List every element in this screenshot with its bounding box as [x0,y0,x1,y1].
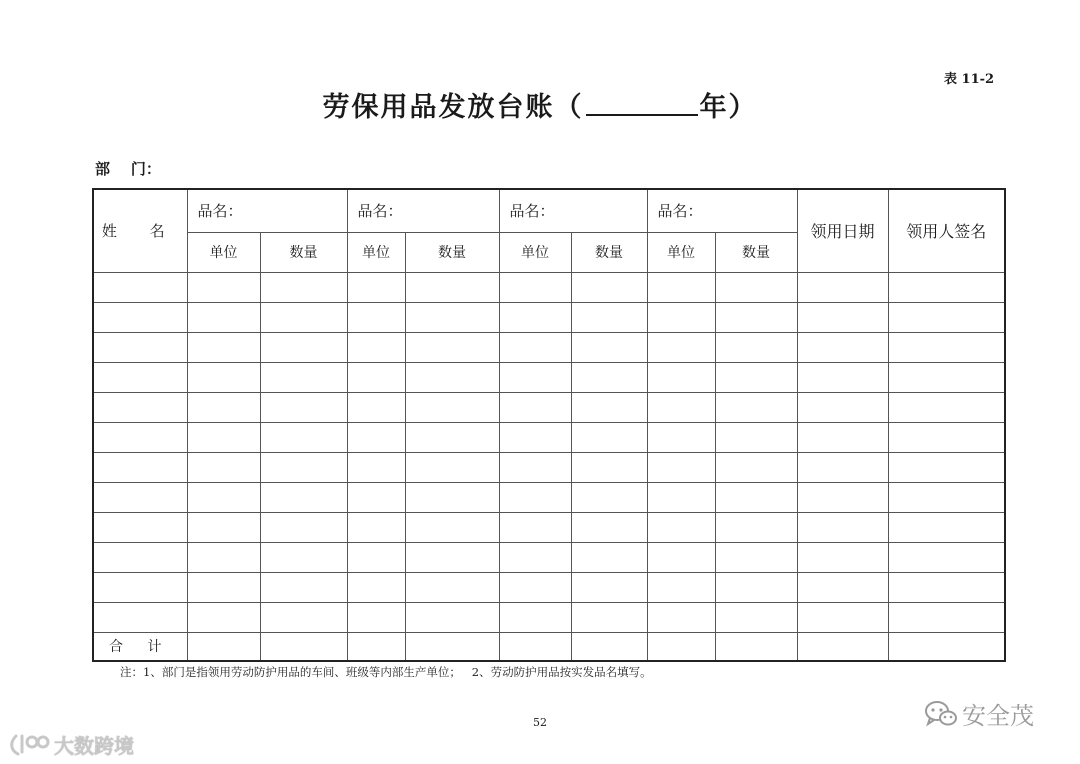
table-cell[interactable] [571,302,647,332]
table-cell[interactable] [888,272,1005,302]
page-number: 52 [533,716,547,729]
watermark-left-text: 大数跨境 [54,734,134,758]
table-cell[interactable] [405,272,499,302]
table-cell[interactable] [647,392,715,422]
table-cell[interactable] [647,482,715,512]
table-cell[interactable] [715,422,797,452]
table-cell[interactable] [888,632,1005,661]
table-cell[interactable] [715,392,797,422]
table-cell[interactable] [260,422,347,452]
table-cell[interactable] [797,572,888,602]
table-cell[interactable] [797,632,888,661]
table-cell[interactable] [347,602,405,632]
table-cell[interactable] [797,482,888,512]
table-cell[interactable] [405,302,499,332]
table-cell[interactable] [647,602,715,632]
table-cell[interactable] [571,452,647,482]
table-row [93,602,1005,632]
watermark-right-text: 安全茂 [962,702,1034,730]
table-cell[interactable] [405,512,499,542]
table-cell[interactable] [797,332,888,362]
table-cell[interactable] [187,632,260,661]
table-cell[interactable] [571,512,647,542]
table-cell[interactable] [499,602,571,632]
year-blank [586,88,698,116]
table-cell[interactable] [797,422,888,452]
signature-header: 领用人签名 [888,189,1005,272]
table-cell[interactable] [888,452,1005,482]
table-cell[interactable] [260,362,347,392]
table-cell[interactable] [187,392,260,422]
table-cell[interactable] [187,512,260,542]
table-cell[interactable] [405,542,499,572]
table-cell[interactable] [499,572,571,602]
table-cell[interactable] [571,542,647,572]
table-cell[interactable] [797,602,888,632]
table-cell[interactable] [571,632,647,661]
title-main: 劳保用品发放台账（ [322,92,584,123]
table-cell[interactable] [347,422,405,452]
table-cell[interactable] [499,332,571,362]
table-cell[interactable] [571,332,647,362]
brand-logo-icon [10,732,50,758]
table-cell[interactable] [347,512,405,542]
table-row [93,302,1005,332]
header-row-1 [93,189,1005,232]
page-title [0,88,1080,128]
watermark-right [924,696,1034,731]
table-cell[interactable] [93,302,187,332]
table-cell[interactable] [260,302,347,332]
table-cell[interactable] [571,422,647,452]
table-row [93,512,1005,542]
table-cell[interactable] [888,482,1005,512]
table-cell[interactable] [715,482,797,512]
table-cell[interactable] [647,572,715,602]
table-cell[interactable] [797,392,888,422]
table-cell[interactable] [499,482,571,512]
table-cell[interactable] [571,602,647,632]
table-cell[interactable] [187,362,260,392]
table-cell[interactable] [93,512,187,542]
footnote: 注：1、部门是指领用劳动防护用品的车间、班级等内部生产单位； 2、劳动防护用品按实发品名填写。 [120,665,652,679]
table-cell[interactable] [405,392,499,422]
table-cell[interactable] [260,332,347,362]
total-row [93,632,1005,661]
table-row [93,482,1005,512]
table-cell[interactable] [347,482,405,512]
table-cell[interactable] [499,422,571,452]
table-cell[interactable] [405,572,499,602]
table-cell[interactable] [93,602,187,632]
table-cell[interactable] [93,332,187,362]
table-row [93,452,1005,482]
table-cell[interactable] [888,332,1005,362]
item-name-header-3: 品名： [499,189,647,232]
table-cell[interactable] [499,392,571,422]
table-cell[interactable] [888,422,1005,452]
table-cell[interactable] [797,362,888,392]
table-cell[interactable] [260,392,347,422]
table-cell[interactable] [260,272,347,302]
table-cell[interactable] [571,482,647,512]
table-number: 表 11-2 [944,72,995,87]
table-cell[interactable] [93,362,187,392]
table-row [93,362,1005,392]
table-cell[interactable] [715,602,797,632]
table-row [93,272,1005,302]
table-cell[interactable] [347,572,405,602]
table-cell[interactable] [888,362,1005,392]
table-cell[interactable] [405,362,499,392]
table-cell[interactable] [715,512,797,542]
table-cell[interactable] [797,512,888,542]
table-cell[interactable] [347,362,405,392]
table-cell[interactable] [797,272,888,302]
table-cell[interactable] [93,542,187,572]
table-cell[interactable] [260,512,347,542]
table-cell[interactable] [187,302,260,332]
unit-header-4: 单位 [647,232,715,272]
table-cell[interactable] [187,332,260,362]
table-cell[interactable] [647,302,715,332]
table-cell[interactable] [499,272,571,302]
table-cell[interactable] [715,572,797,602]
table-cell[interactable] [797,452,888,482]
watermark-left [10,730,134,759]
table-cell[interactable] [260,482,347,512]
table-cell[interactable] [888,302,1005,332]
table-cell[interactable] [187,572,260,602]
table-cell[interactable] [499,302,571,332]
name-header: 姓 名 [93,189,187,272]
qty-header-2: 数量 [405,232,499,272]
item-name-header-2: 品名： [347,189,499,232]
table-cell[interactable] [347,272,405,302]
table-cell[interactable] [187,482,260,512]
unit-header-1: 单位 [187,232,260,272]
unit-header-3: 单位 [499,232,571,272]
table-cell[interactable] [571,392,647,422]
table-cell[interactable] [647,272,715,302]
qty-header-3: 数量 [571,232,647,272]
table-cell[interactable] [405,482,499,512]
table-cell[interactable] [647,422,715,452]
table-cell[interactable] [347,332,405,362]
table-cell[interactable] [499,542,571,572]
table-cell[interactable] [187,602,260,632]
table-cell[interactable] [260,632,347,661]
table-cell[interactable] [405,632,499,661]
table-cell[interactable] [647,452,715,482]
table-cell[interactable] [347,392,405,422]
table-cell[interactable] [347,542,405,572]
table-cell[interactable] [647,362,715,392]
table-row [93,392,1005,422]
table-row [93,542,1005,572]
table-cell[interactable] [93,482,187,512]
table-cell[interactable] [715,332,797,362]
table-cell[interactable] [93,572,187,602]
table-cell[interactable] [499,452,571,482]
qty-header-1: 数量 [260,232,347,272]
table-cell[interactable] [888,572,1005,602]
total-label: 合 计 [93,632,187,661]
table-cell[interactable] [187,542,260,572]
table-cell[interactable] [347,452,405,482]
table-cell[interactable] [93,392,187,422]
item-name-header-1: 品名： [187,189,347,232]
table-cell[interactable] [647,542,715,572]
table-cell[interactable] [647,512,715,542]
table-cell[interactable] [715,632,797,661]
table-cell[interactable] [260,602,347,632]
table-cell[interactable] [187,422,260,452]
table-cell[interactable] [347,632,405,661]
table-cell[interactable] [797,542,888,572]
qty-header-4: 数量 [715,232,797,272]
unit-header-2: 单位 [347,232,405,272]
table-cell[interactable] [93,422,187,452]
table-cell[interactable] [405,452,499,482]
table-cell[interactable] [499,632,571,661]
table-cell[interactable] [260,542,347,572]
item-name-header-4: 品名： [647,189,797,232]
table-cell[interactable] [571,362,647,392]
table-cell[interactable] [888,542,1005,572]
table-cell[interactable] [715,362,797,392]
table-cell[interactable] [647,332,715,362]
table-cell[interactable] [888,512,1005,542]
table-cell[interactable] [715,272,797,302]
table-cell[interactable] [260,452,347,482]
date-header: 领用日期 [797,189,888,272]
table-cell[interactable] [187,452,260,482]
table-cell[interactable] [260,572,347,602]
table-cell[interactable] [888,392,1005,422]
table-cell[interactable] [715,302,797,332]
table-cell[interactable] [571,272,647,302]
table-cell[interactable] [187,272,260,302]
table-cell[interactable] [715,452,797,482]
table-cell[interactable] [571,572,647,602]
wechat-icon [924,699,958,729]
table-row [93,332,1005,362]
table-cell[interactable] [499,512,571,542]
table-cell[interactable] [888,602,1005,632]
title-year: 年） [699,92,758,123]
table-cell[interactable] [93,452,187,482]
table-cell[interactable] [405,602,499,632]
department-label: 部 门： [95,160,161,178]
table-row [93,422,1005,452]
table-cell[interactable] [93,272,187,302]
table-cell[interactable] [499,362,571,392]
table-cell[interactable] [405,422,499,452]
table-row [93,572,1005,602]
ledger-table [92,188,1006,662]
table-cell[interactable] [715,542,797,572]
table-cell[interactable] [405,332,499,362]
table-cell[interactable] [797,302,888,332]
table-cell[interactable] [347,302,405,332]
table-cell[interactable] [647,632,715,661]
